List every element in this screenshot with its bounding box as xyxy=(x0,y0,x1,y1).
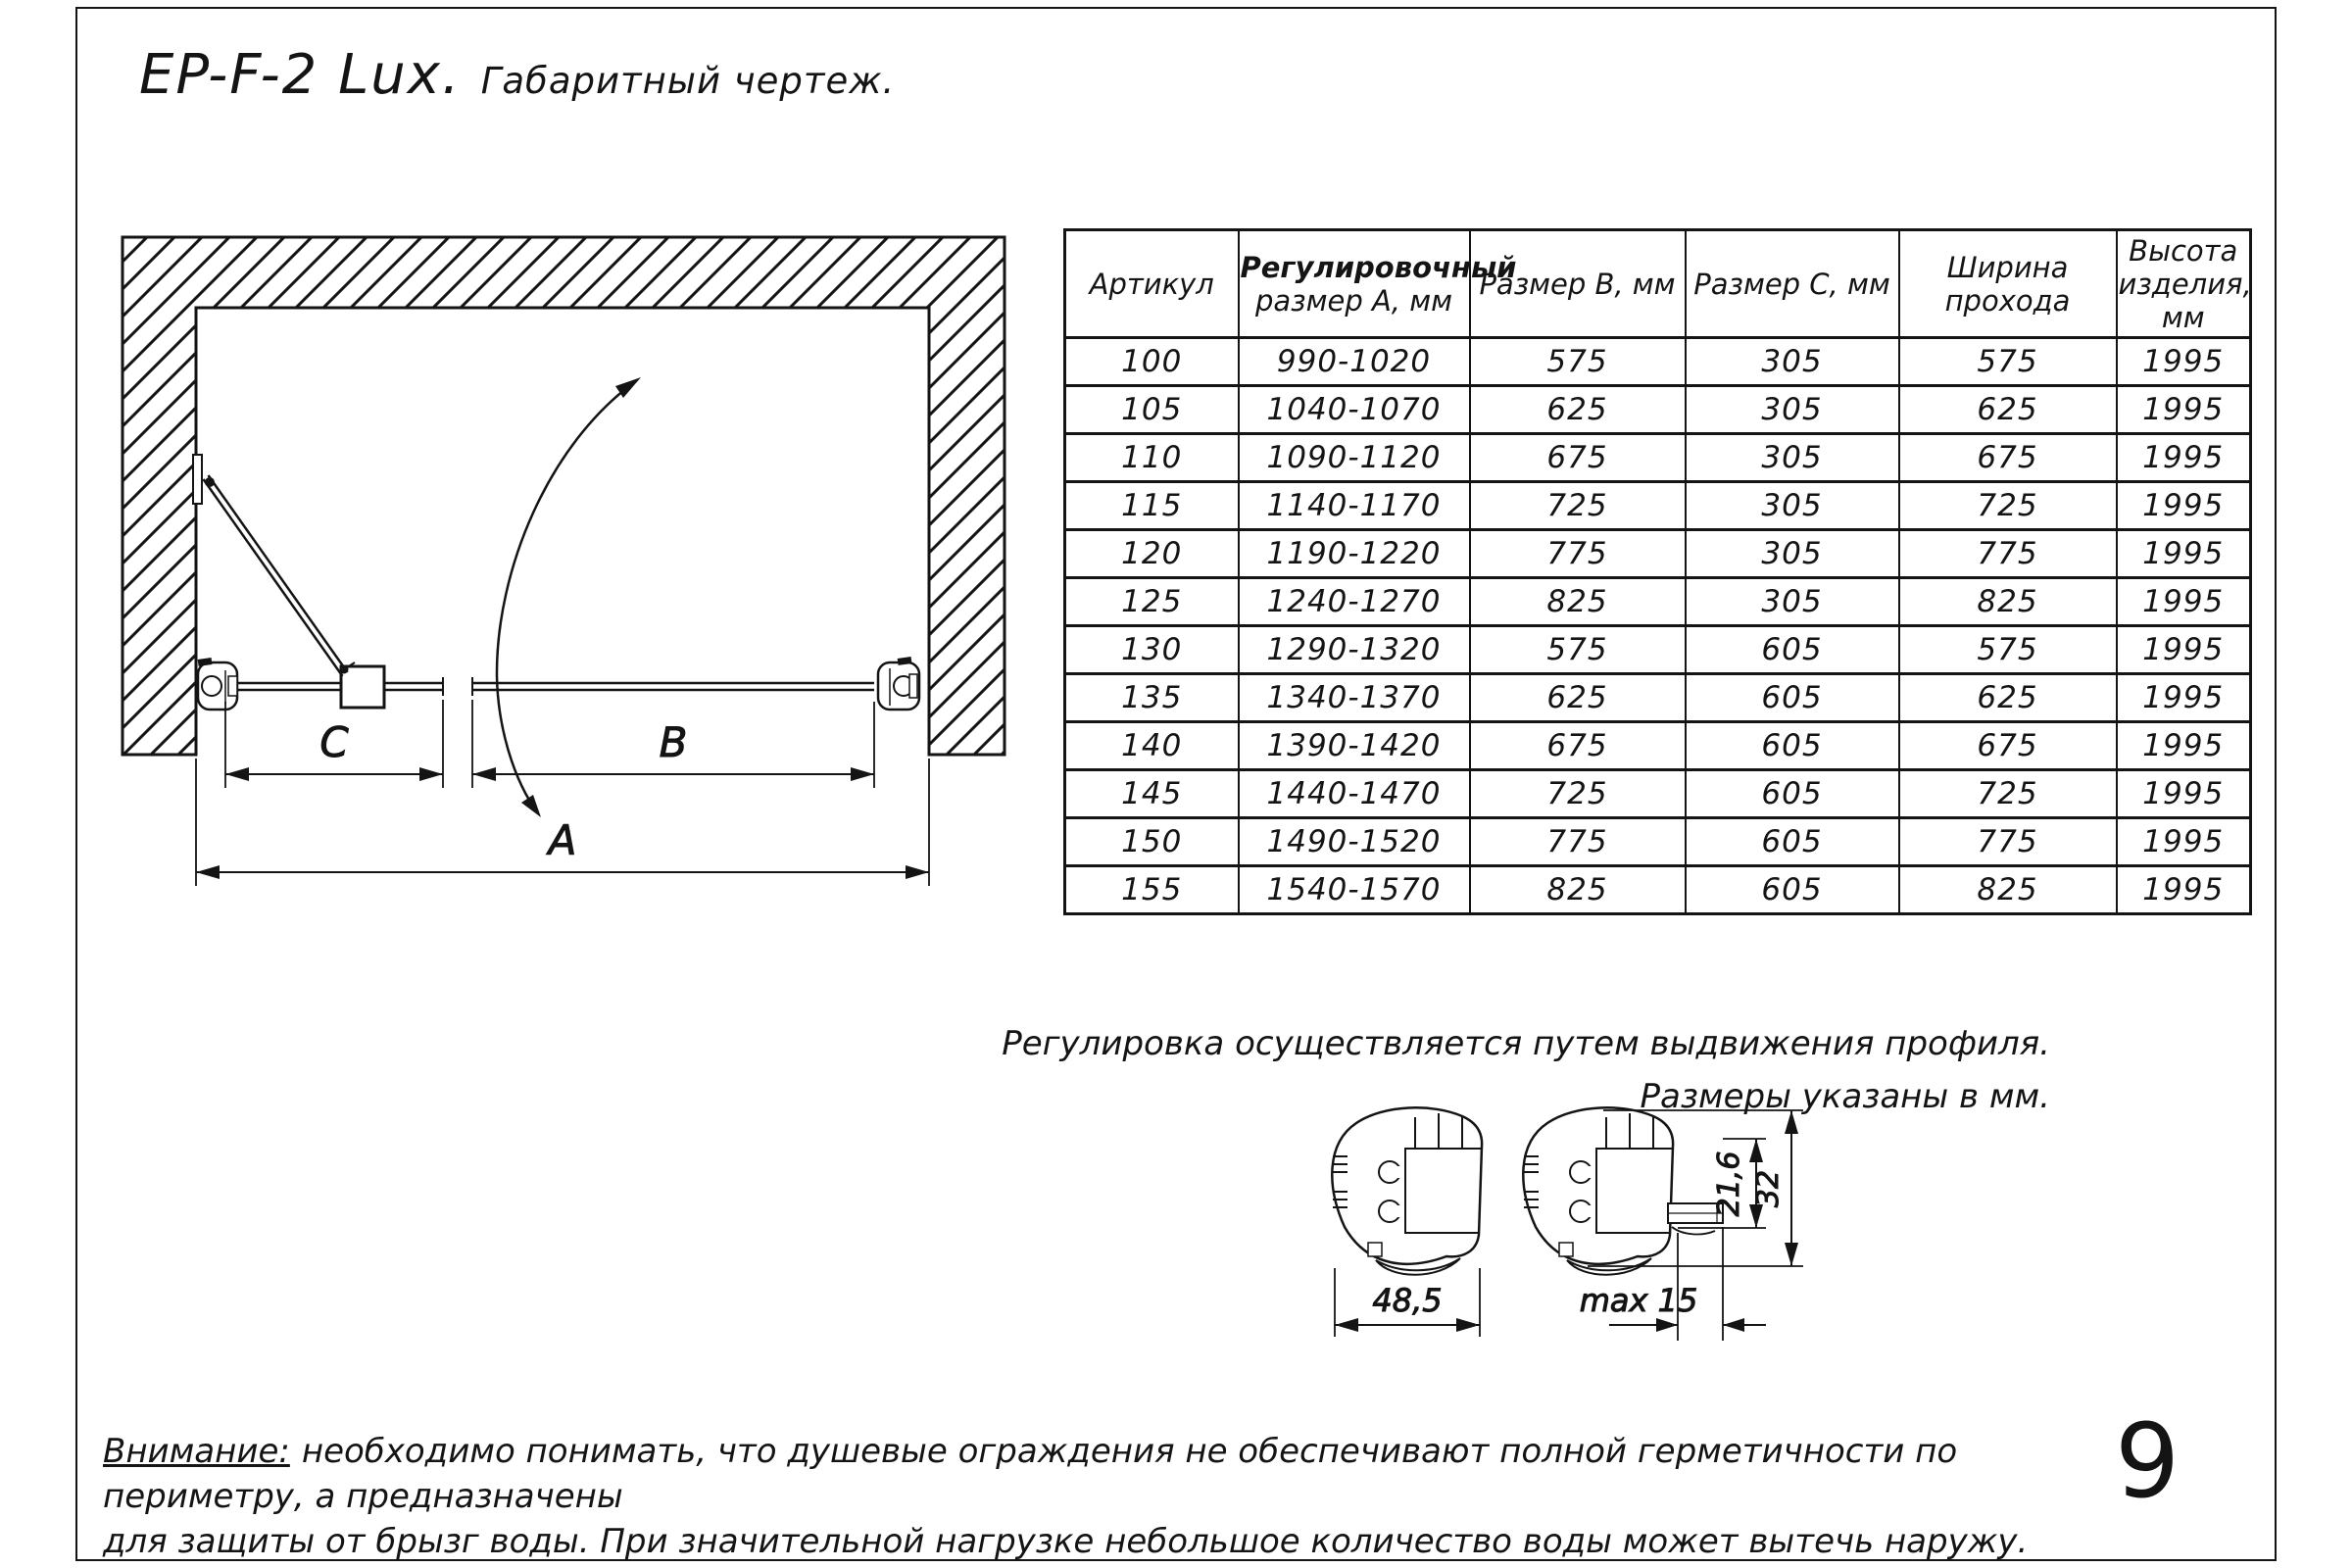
table-cell: 305 xyxy=(1686,434,1899,482)
table-row xyxy=(1065,818,2251,866)
table-cell: 1995 xyxy=(2117,386,2251,434)
warning-note xyxy=(103,1429,2112,1564)
table-cell: 625 xyxy=(1470,674,1686,722)
warning-line-1 xyxy=(103,1429,2112,1519)
table-cell: 1290-1320 xyxy=(1239,626,1470,674)
table-cell: 605 xyxy=(1686,818,1899,866)
table-cell: 1995 xyxy=(2117,434,2251,482)
table-cell: 675 xyxy=(1899,722,2117,770)
table-cell: 1995 xyxy=(2117,482,2251,530)
table-cell: 1995 xyxy=(2117,338,2251,386)
model-name: EP-F-2 Lux. xyxy=(139,43,462,107)
table-cell: 1995 xyxy=(2117,626,2251,674)
table-cell: 825 xyxy=(1899,578,2117,626)
col-header-text: Регулировочный xyxy=(1240,250,1517,284)
table-cell: 1340-1370 xyxy=(1239,674,1470,722)
col-header-text: размер А, мм xyxy=(1255,283,1452,318)
dimensions-table-wrap xyxy=(1063,228,2252,915)
table-cell: 575 xyxy=(1899,338,2117,386)
table-cell: 1140-1170 xyxy=(1239,482,1470,530)
table-cell: 675 xyxy=(1899,434,2117,482)
warning-text-1: необходимо понимать, что душевые ограждения не обеспечивают полной герметичности по периметру, а предназначены xyxy=(103,1432,1958,1516)
table-cell: 1440-1470 xyxy=(1239,770,1470,818)
table-cell: 115 xyxy=(1065,482,1239,530)
table-cell: 1040-1070 xyxy=(1239,386,1470,434)
table-cell: 605 xyxy=(1686,722,1899,770)
col-header-0 xyxy=(1065,230,1239,338)
table-cell: 305 xyxy=(1686,482,1899,530)
table-cell: 1995 xyxy=(2117,818,2251,866)
table-cell: 775 xyxy=(1470,818,1686,866)
table-cell: 1490-1520 xyxy=(1239,818,1470,866)
table-cell: 990-1020 xyxy=(1239,338,1470,386)
dim-label-a: A xyxy=(548,816,577,864)
table-body xyxy=(1065,338,2251,914)
col-header-text: Высота xyxy=(2129,233,2238,268)
dim-label-inner: 21,6 xyxy=(1712,1151,1746,1217)
table-cell: 575 xyxy=(1470,626,1686,674)
table-cell: 625 xyxy=(1899,674,2117,722)
door-swing-arrow xyxy=(497,377,641,817)
warning-prefix: Внимание: xyxy=(103,1432,290,1471)
table-cell: 130 xyxy=(1065,626,1239,674)
page-number: 9 xyxy=(2115,1401,2180,1521)
table-cell: 605 xyxy=(1686,626,1899,674)
note-line-1: Регулировка осуществляется путем выдвижения профиля. xyxy=(1002,1024,2050,1063)
table-cell: 575 xyxy=(1899,626,2117,674)
table-cell: 1995 xyxy=(2117,866,2251,914)
profile-section-right xyxy=(1523,1107,1723,1274)
table-cell: 725 xyxy=(1899,482,2117,530)
table-cell: 1190-1220 xyxy=(1239,530,1470,578)
table-cell: 305 xyxy=(1686,386,1899,434)
wall-hatch xyxy=(122,237,1004,755)
dim-label-c: C xyxy=(319,718,349,766)
table-row xyxy=(1065,578,2251,626)
table-cell: 1390-1420 xyxy=(1239,722,1470,770)
table-cell: 625 xyxy=(1470,386,1686,434)
table-cell: 675 xyxy=(1470,434,1686,482)
table-row xyxy=(1065,770,2251,818)
table-row xyxy=(1065,386,2251,434)
table-cell: 605 xyxy=(1686,866,1899,914)
table-cell: 605 xyxy=(1686,674,1899,722)
col-header-text: Артикул xyxy=(1089,267,1214,301)
title-subtitle: Габаритный чертеж. xyxy=(480,60,896,102)
col-header-text: Размер В, мм xyxy=(1479,267,1676,301)
dim-label-width: 48,5 xyxy=(1372,1282,1443,1319)
dim-label-outer: 32 xyxy=(1751,1169,1786,1208)
table-cell: 1995 xyxy=(2117,770,2251,818)
table-cell: 1540-1570 xyxy=(1239,866,1470,914)
table-row xyxy=(1065,626,2251,674)
table-cell: 1995 xyxy=(2117,722,2251,770)
table-cell: 305 xyxy=(1686,530,1899,578)
table-cell: 675 xyxy=(1470,722,1686,770)
table-row xyxy=(1065,674,2251,722)
table-cell: 725 xyxy=(1470,482,1686,530)
door-plan xyxy=(193,377,919,817)
col-header-1 xyxy=(1239,230,1517,338)
table-cell: 155 xyxy=(1065,866,1239,914)
note-line-2: Размеры указаны в мм. xyxy=(1640,1077,2050,1116)
table-header-row xyxy=(1065,230,2251,338)
warning-line-2: для защиты от брызг воды. При значительной нагрузке небольшое количество воды может вытечь наружу. xyxy=(103,1522,2029,1561)
table-cell: 775 xyxy=(1470,530,1686,578)
table-cell: 305 xyxy=(1686,578,1899,626)
table-cell: 575 xyxy=(1470,338,1686,386)
table-cell: 825 xyxy=(1470,866,1686,914)
gap-end-caps xyxy=(443,677,472,696)
table-cell: 605 xyxy=(1686,770,1899,818)
col-header-5 xyxy=(2117,230,2251,338)
col-header-text: изделия, xyxy=(2118,267,2252,301)
col-header-text: мм xyxy=(2161,300,2205,334)
table-cell: 120 xyxy=(1065,530,1239,578)
table-cell: 625 xyxy=(1899,386,2117,434)
table-cell: 775 xyxy=(1899,818,2117,866)
dim-label-b: B xyxy=(659,718,688,766)
table-cell: 725 xyxy=(1899,770,2117,818)
right-wall-profile xyxy=(878,657,919,710)
table-row xyxy=(1065,482,2251,530)
table-cell: 825 xyxy=(1470,578,1686,626)
col-header-text: Ширина xyxy=(1946,250,2069,284)
table-cell: 1090-1120 xyxy=(1239,434,1470,482)
table-row xyxy=(1065,722,2251,770)
table-row xyxy=(1065,434,2251,482)
table-cell: 150 xyxy=(1065,818,1239,866)
left-wall-profile xyxy=(198,658,237,710)
table-cell: 1995 xyxy=(2117,578,2251,626)
adjustment-notes xyxy=(1002,1017,2050,1123)
table-cell: 135 xyxy=(1065,674,1239,722)
col-header-3 xyxy=(1686,230,1899,338)
col-header-4 xyxy=(1899,230,2117,338)
dimensions-table xyxy=(1063,228,2252,915)
profile-section-left xyxy=(1332,1107,1482,1274)
dim-label-max: max 15 xyxy=(1579,1282,1698,1319)
table-cell: 100 xyxy=(1065,338,1239,386)
plan-dimensions xyxy=(196,700,929,886)
table-cell: 105 xyxy=(1065,386,1239,434)
table-cell: 825 xyxy=(1899,866,2117,914)
table-cell: 140 xyxy=(1065,722,1239,770)
table-cell: 725 xyxy=(1470,770,1686,818)
table-cell: 1995 xyxy=(2117,530,2251,578)
table-cell: 775 xyxy=(1899,530,2117,578)
table-cell: 305 xyxy=(1686,338,1899,386)
col-header-text: Размер С, мм xyxy=(1693,267,1890,301)
folded-door-panel xyxy=(193,455,355,676)
table-row xyxy=(1065,866,2251,914)
glass-panel-lines xyxy=(237,683,874,690)
table-cell: 1240-1270 xyxy=(1239,578,1470,626)
col-header-text: прохода xyxy=(1944,283,2071,318)
table-cell: 110 xyxy=(1065,434,1239,482)
table-cell: 125 xyxy=(1065,578,1239,626)
table-row xyxy=(1065,338,2251,386)
table-cell: 145 xyxy=(1065,770,1239,818)
table-cell: 1995 xyxy=(2117,674,2251,722)
hinge-block xyxy=(341,666,384,708)
table-row xyxy=(1065,530,2251,578)
col-header-2 xyxy=(1470,230,1686,338)
